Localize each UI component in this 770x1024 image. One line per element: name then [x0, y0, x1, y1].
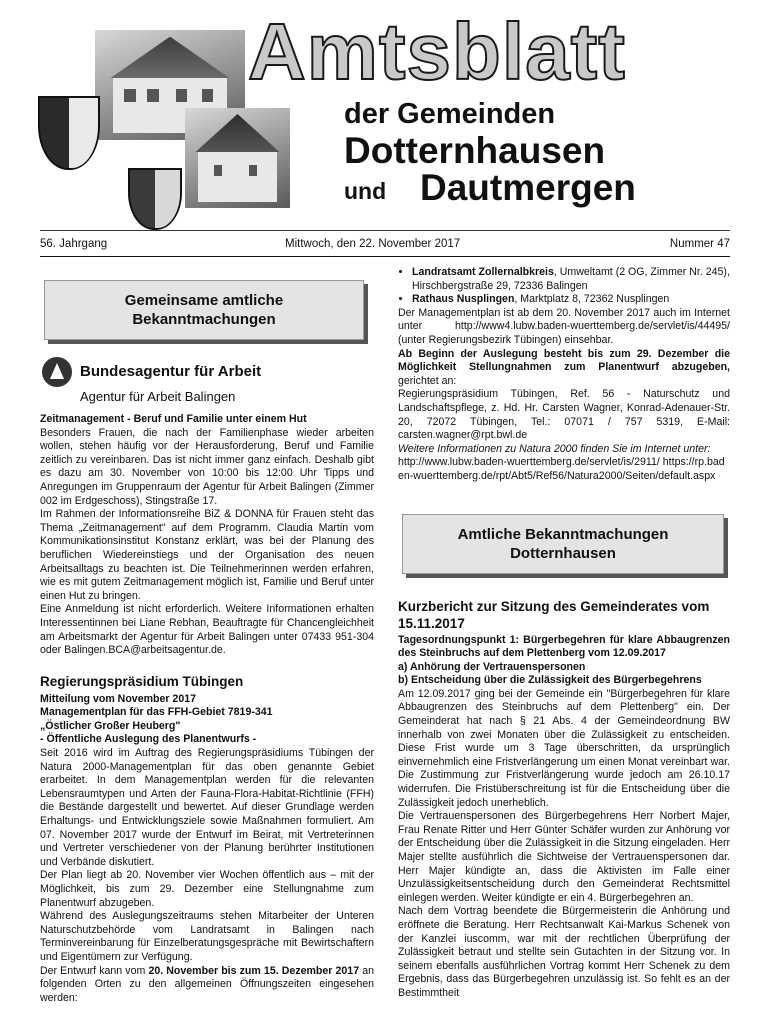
article2-para: Seit 2016 wird im Auftrag des Regierungspräsidiums Tübingen der Natura 2000-Managementplan für das oben genannte Gebiet erarbeitet. In dem Managementplan werden für die relevanten Lebensraumtypen und Arten der Fauna-Flora-Habitat-Richtlinie (FFH) die Bestände dargestellt und bewertet. Auf dieser Grundlage werden Erhaltungs- und Entwicklungsziele sowie Maßnahmen formuliert. Am 07. November 2017 wurde der Entwurf im Beirat, mit Vertreterinnen und Vertreter verschiedener von der Planung berührter Institutionen und Verbände diskutiert.	[40, 747, 374, 868]
agency-logo-icon	[42, 357, 72, 387]
masthead-line3-prefix: und	[344, 178, 387, 204]
article2-bold-line: Mitteilung vom November 2017	[40, 692, 197, 705]
article1-para: Eine Anmeldung ist nicht erforderlich. Weitere Informationen erhalten Interessentinnen bei Liane Rebhan, Beauftragte für Chancengleichheit am Arbeitsmarkt der Agentur für Arbeit Balingen unter 07433 951-304 oder Balingen.BCA@arbeitsagentur.de.	[40, 603, 374, 657]
online-info-para: Der Managementplan ist ab dem 20. November 2017 auch im Internet unter http://www4.lubw.baden-wuerttemberg.de/servlet/is/44495/ (unter Regierungsbezirk Tübingen) einsehbar.	[398, 306, 730, 346]
volume: 56. Jahrgang	[40, 238, 108, 250]
article2-para: Der Plan liegt ab 20. November vier Wochen öffentlich aus – mit der Möglichkeit, bis zum 29. Dezember eine Stellungnahme zum Planentwurf abzugeben.	[40, 869, 374, 909]
dautmergen-coat-of-arms	[128, 168, 182, 230]
article2-para: Während des Auslegungszeitraums stehen Mitarbeiter der Unteren Naturschutzbehörde vom Landratsamt in Balingen nach Terminvereinbarung für Einzelberatungsgespräche mit Bewirtschaftern und Eigentümern zur Verfügung.	[40, 910, 374, 963]
list-item: • Landratsamt Zollernalbkreis, Umweltamt (2 OG, Zimmer Nr. 245), Hirschbergstraße 29, 72336 Balingen	[412, 266, 730, 293]
article1-title: Zeitmanagement - Beruf und Familie unter einem Hut	[40, 413, 307, 425]
masthead-title: Amtsblatt	[248, 7, 626, 96]
agency-name: Bundesagentur für Arbeit	[80, 363, 262, 380]
dotternhausen-coat-of-arms	[38, 96, 100, 170]
list-item: • Rathaus Nusplingen, Marktplatz 8, 72362 Nusplingen	[412, 293, 730, 307]
report-para: Die Vertrauenspersonen des Bürgerbegehrens Herr Norbert Majer, Frau Renate Ritter und Herr Günter Schäfer wurden zur Anhörung vor der Entscheidung über die Zulässigkeit in die Sitzung eingeladen. Herr Majer stellte ausführlich die Sichtweise der Vertrauenspersonen dar. Herr Majer kündigte an, dass die Aktivisten im Falle einer Unzulässigkeitsentscheidung durch den Gemeinderat Rechtsmittel einlegen werden. Weiter kündigte er ein 4. Bürgerbegehren an.	[398, 810, 730, 904]
further-info-note: Weitere Informationen zu Natura 2000 finden Sie im Internet unter:	[398, 442, 711, 455]
article2-bold-line: Managementplan für das FFH-Gebiet 7819-341	[40, 706, 273, 719]
header-rule	[40, 230, 730, 231]
article2-heading: Regierungspräsidium Tübingen	[40, 673, 244, 689]
agenda-sub-b: b) Entscheidung über die Zulässigkeit des Bürgerbegehrens	[398, 674, 702, 687]
issue-number: Nummer 47	[669, 238, 730, 250]
further-info-links: http://www.lubw.baden-wuerttemberg.de/servlet/is/2911/ https://rp.baden-wuerttemberg.de/rpt/Abt5/Ref56/Natura2000/Seiten/default.aspx	[398, 456, 725, 482]
agenda-item-title: Tagesordnungspunkt 1: Bürgerbegehren für klare Abbaugrenzen des Steinbruchs auf dem Plettenberg vom 12.09.2017	[398, 633, 730, 660]
article2-last-para: Der Entwurf kann vom 20. November bis zum 15. Dezember 2017 an folgenden Orten zu den allgemeinen Öffnungszeiten eingesehen werden:	[40, 964, 374, 1004]
report-para: Nach dem Vortrag beendete die Bürgermeisterin die Anhörung und eröffnete die Beratung. Herr Rechtsanwalt Kai-Markus Schenek von der Kanzlei iuscomm, war mit der rechtlichen Überprüfung der Zulässigkeit betraut und stellte sein Gutachten in der Sitzung vor. In seinem ebenfalls ausführlichen Vortrag kommt Herr Schenek zu dem Ergebnis, dass das Bürgerbegehren unzulässig ist. So fehlt es an der Bestimmtheit	[398, 905, 730, 999]
report-para: Am 12.09.2017 ging bei der Gemeinde ein "Bürgerbegehren für klare Abbaugrenzen des Steinbruchs auf dem Plettenberg" ein. Der Gemeinderat hat nach § 21 Abs. 4 der Gemeindeordnung BW innerhalb von zwei Monaten über die Zulässigkeit zu entscheiden. Diese Frist wurde um 3 Tage überschritten, da ursprünglich einvernehmlich eine Fristverlängerung um einen Monat vereinbart war. Die Zustimmung zur Fristverlängerung wurde jedoch am 26.10.17 widerrufen. Die Fristüberschreitung ist für die Entscheidung über die Zulässigkeit jedoch unerheblich.	[398, 687, 730, 809]
issue-date: Mittwoch, den 22. November 2017	[285, 238, 461, 250]
article2-bold-line: „Östlicher Großer Heuberg"	[40, 719, 181, 732]
agency-sub: Agentur für Arbeit Balingen	[80, 389, 236, 404]
section-box-joint: Gemeinsame amtliche Bekanntmachungen	[44, 280, 364, 340]
left-column	[40, 272, 374, 1005]
article1-para: Besonders Frauen, die nach der Familienphase wieder arbeiten wollen, stehen häufig vor der Herausforderung, Beruf und Familie zeitlich zu vereinbaren. Das ist nicht immer ganz einfach. Deshalb gibt es dazu am 30. November von 10:00 bis 12:00 Uhr Tipps und Anregungen im Gruppenraum der Agentur für Arbeit Balingen (Zimmer 002 im Erdgeschoss), Stingstraße 17.	[40, 426, 374, 507]
village-photo	[185, 108, 290, 208]
agenda-sub-a: a) Anhörung der Vertrauenspersonen	[398, 660, 586, 673]
section-box-dotternhausen: Amtliche Bekanntmachungen Dotternhausen	[402, 514, 724, 574]
agency-logo	[42, 357, 374, 387]
article2-bold-line: - Öffentliche Auslegung des Planentwurfs -	[40, 733, 257, 746]
comment-deadline-para: Ab Beginn der Auslegung besteht bis zum 29. Dezember die Möglichkeit Stellungnahmen zum Planentwurf abzugeben, gerichtet an:	[398, 347, 730, 387]
masthead-line2: Dotternhausen	[344, 130, 606, 171]
report-heading: Kurzbericht zur Sitzung des Gemeinderates vom 15.11.2017	[398, 598, 710, 631]
display-locations-list	[398, 266, 730, 307]
masthead-line3: Dautmergen	[420, 167, 636, 208]
right-column	[398, 266, 730, 1001]
header-rule-bottom	[40, 256, 730, 257]
contact-address-para: Regierungspräsidium Tübingen, Ref. 56 - Naturschutz und Landschaftspflege, z. Hd. Hr. Carsten Wagner, Konrad-Adenauer-Str. 20, 72072 Tübingen, Tel.: 07071 / 757 5319, E-Mail: carsten.wagner@rpt.bwl.de	[398, 388, 730, 442]
article1-para: Im Rahmen der Informationsreihe BiZ & DONNA für Frauen steht das Thema „Zeitmanagement" auf dem Programm. Claudia Martin vom Kommunikationsinstitut Konstanz erklärt, was bei der Planung des beruflichen Wiedereinstiegs und der Organisation des neuen Arbeitsalltags zu beachten ist. Die Teilnehmerinnen werden erfahren, wie es mit gutem Zeitmanagement möglich ist, Familie und Beruf unter einen Hut zu bringen.	[40, 508, 374, 602]
masthead-line1: der Gemeinden	[344, 98, 556, 130]
